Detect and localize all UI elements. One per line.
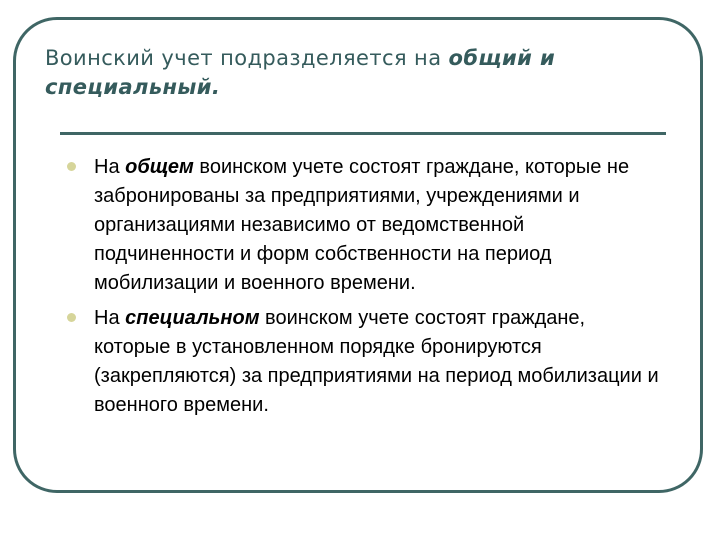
bullet-text: воинском учете состоят граждане, которые в установленном порядке бронируются (закрепляются) за предприятиями на период мобилизации и военного времени. (94, 307, 659, 416)
bullet-list (60, 153, 660, 426)
slide-title (45, 44, 665, 102)
title-text: Воинский учет подразделяется на (45, 46, 449, 70)
bullet-item-special (60, 304, 660, 420)
bullet-emphasis: специальном (125, 307, 260, 329)
bullet-emphasis: общем (125, 156, 194, 178)
bullet-dot-icon (67, 313, 76, 322)
title-emphasis: общий и специальный. (45, 46, 556, 99)
title-divider (60, 132, 666, 135)
bullet-item-general (60, 153, 660, 298)
bullet-prefix: На (94, 156, 126, 178)
bullet-prefix: На (94, 307, 126, 329)
bullet-dot-icon (67, 162, 76, 171)
bullet-text: воинском учете состоят граждане, которые не забронированы за предприятиями, учреждениями и организациями независимо от ведомственной подчиненности и форм собственности на период мобилизации и военного времени. (94, 156, 630, 294)
